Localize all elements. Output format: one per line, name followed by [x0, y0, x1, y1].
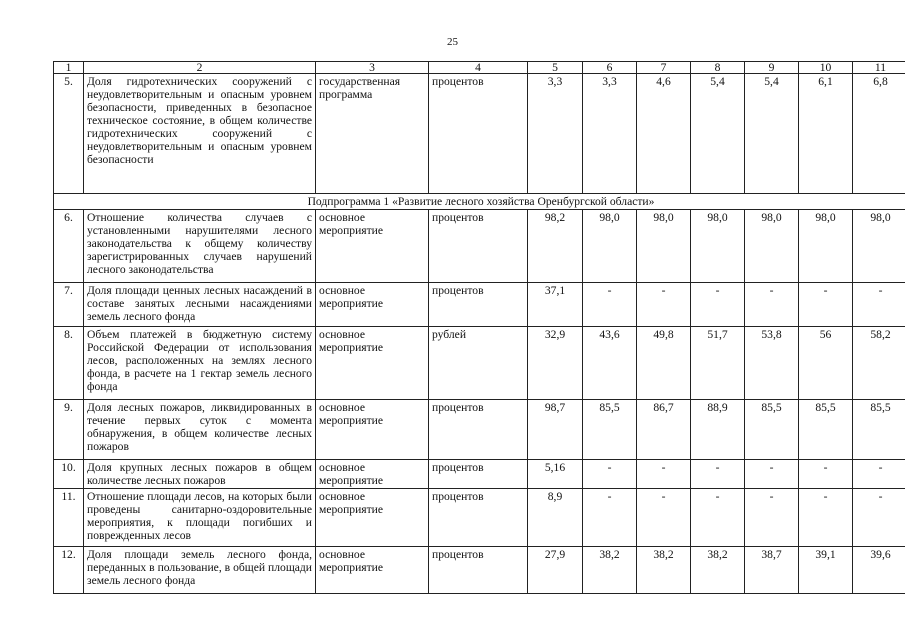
row-number: 7. — [54, 283, 84, 327]
unit-of-measure: процентов — [429, 547, 528, 594]
indicator-description: Доля лесных пожаров, ликвидированных в течение первых суток с момента обнаружения, в общем количестве лесных пожаров — [84, 400, 316, 460]
indicator-value: - — [853, 460, 905, 489]
indicator-row — [54, 489, 905, 547]
indicator-value: 49,8 — [637, 327, 691, 400]
indicator-type: основное мероприятие — [316, 547, 429, 594]
row-number: 11. — [54, 489, 84, 547]
unit-of-measure: процентов — [429, 460, 528, 489]
row-number: 8. — [54, 327, 84, 400]
indicator-value: 56 — [799, 327, 853, 400]
indicator-value: 39,1 — [799, 547, 853, 594]
indicator-value: - — [853, 489, 905, 547]
column-number-header-row — [54, 62, 905, 74]
indicator-value: 88,9 — [691, 400, 745, 460]
row-number: 12. — [54, 547, 84, 594]
indicator-value: 98,0 — [745, 210, 799, 283]
indicators-table — [53, 61, 905, 594]
indicator-row — [54, 460, 905, 489]
indicator-description: Доля площади ценных лесных насаждений в составе занятых лесными насаждениями земель лесного фонда — [84, 283, 316, 327]
indicator-value: - — [745, 489, 799, 547]
indicator-value: - — [583, 460, 637, 489]
indicator-value: 38,2 — [583, 547, 637, 594]
indicator-value: 39,6 — [853, 547, 905, 594]
indicator-value: 27,9 — [528, 547, 583, 594]
indicator-value: 58,2 — [853, 327, 905, 400]
row-number: 5. — [54, 74, 84, 194]
indicator-value: - — [691, 283, 745, 327]
indicator-value: - — [799, 489, 853, 547]
indicator-row — [54, 210, 905, 283]
indicator-value: 4,6 — [637, 74, 691, 194]
indicator-value: - — [637, 489, 691, 547]
indicator-value: 43,6 — [583, 327, 637, 400]
column-number: 11 — [853, 62, 905, 74]
indicator-type: государственная программа — [316, 74, 429, 194]
indicator-value: 8,9 — [528, 489, 583, 547]
indicator-description: Отношение количества случаев с установленными нарушителями лесного законодательства к общему количеству зарегистрированных случаев нарушений лесного законодательства — [84, 210, 316, 283]
indicator-description: Доля гидротехнических сооружений с неудовлетворительным и опасным уровнем безопасности, приведенных в безопасное техническое состояние, в общем количестве гидротехнических сооружений с неудовлетворительным и опасным уровнем безопасности — [84, 74, 316, 194]
indicator-value: - — [799, 283, 853, 327]
indicator-row — [54, 400, 905, 460]
indicator-value: - — [745, 283, 799, 327]
indicator-value: 6,8 — [853, 74, 905, 194]
column-number: 6 — [583, 62, 637, 74]
indicator-value: - — [637, 283, 691, 327]
column-number: 2 — [84, 62, 316, 74]
table-body — [54, 62, 905, 594]
indicator-value: 32,9 — [528, 327, 583, 400]
unit-of-measure: процентов — [429, 489, 528, 547]
row-number: 9. — [54, 400, 84, 460]
indicator-row — [54, 283, 905, 327]
column-number: 5 — [528, 62, 583, 74]
indicator-description: Доля площади земель лесного фонда, переданных в пользование, в общей площади земель лесного фонда — [84, 547, 316, 594]
indicator-value: 51,7 — [691, 327, 745, 400]
unit-of-measure: процентов — [429, 400, 528, 460]
column-number: 1 — [54, 62, 84, 74]
indicator-value: 98,0 — [637, 210, 691, 283]
indicator-value: 98,7 — [528, 400, 583, 460]
unit-of-measure: рублей — [429, 327, 528, 400]
unit-of-measure: процентов — [429, 283, 528, 327]
indicator-row — [54, 74, 905, 194]
column-number: 10 — [799, 62, 853, 74]
indicator-value: - — [799, 460, 853, 489]
indicator-value: 5,4 — [691, 74, 745, 194]
indicator-value: - — [583, 283, 637, 327]
page-number: 25 — [447, 36, 458, 48]
row-number: 6. — [54, 210, 84, 283]
column-number: 3 — [316, 62, 429, 74]
indicator-value: 98,0 — [853, 210, 905, 283]
subprogram-title: Подпрограмма 1 «Развитие лесного хозяйства Оренбургской области» — [54, 194, 905, 210]
row-number: 10. — [54, 460, 84, 489]
indicator-row — [54, 547, 905, 594]
column-number: 9 — [745, 62, 799, 74]
indicator-description: Отношение площади лесов, на которых были проведены санитарно-оздоровительные мероприятия, к площади погибших и поврежденных лесов — [84, 489, 316, 547]
indicator-value: 85,5 — [745, 400, 799, 460]
indicator-value: - — [583, 489, 637, 547]
indicator-value: 98,0 — [583, 210, 637, 283]
indicator-value: - — [691, 460, 745, 489]
indicator-value: 85,5 — [799, 400, 853, 460]
indicator-description: Доля крупных лесных пожаров в общем количестве лесных пожаров — [84, 460, 316, 489]
indicator-value: 37,1 — [528, 283, 583, 327]
indicator-value: 38,7 — [745, 547, 799, 594]
indicator-value: 3,3 — [583, 74, 637, 194]
indicator-value: 98,2 — [528, 210, 583, 283]
indicator-value: 53,8 — [745, 327, 799, 400]
column-number: 4 — [429, 62, 528, 74]
indicator-value: 6,1 — [799, 74, 853, 194]
indicator-type: основное мероприятие — [316, 327, 429, 400]
indicator-value: - — [853, 283, 905, 327]
indicator-value: 98,0 — [799, 210, 853, 283]
indicator-type: основное мероприятие — [316, 283, 429, 327]
indicator-type: основное мероприятие — [316, 460, 429, 489]
indicator-type: основное мероприятие — [316, 400, 429, 460]
indicator-value: 5,4 — [745, 74, 799, 194]
indicator-value: - — [745, 460, 799, 489]
indicator-value: 38,2 — [691, 547, 745, 594]
indicator-row — [54, 327, 905, 400]
indicator-value: 86,7 — [637, 400, 691, 460]
unit-of-measure: процентов — [429, 74, 528, 194]
column-number: 7 — [637, 62, 691, 74]
indicator-description: Объем платежей в бюджетную систему Российской Федерации от использования лесов, расположенных на землях лесного фонда, в расчете на 1 гектар земель лесного фонда — [84, 327, 316, 400]
indicator-value: 38,2 — [637, 547, 691, 594]
indicator-value: 3,3 — [528, 74, 583, 194]
column-number: 8 — [691, 62, 745, 74]
unit-of-measure: процентов — [429, 210, 528, 283]
indicator-value: 5,16 — [528, 460, 583, 489]
indicator-type: основное мероприятие — [316, 489, 429, 547]
indicator-value: 98,0 — [691, 210, 745, 283]
indicator-value: 85,5 — [853, 400, 905, 460]
indicator-type: основное мероприятие — [316, 210, 429, 283]
indicator-value: - — [637, 460, 691, 489]
subprogram-header-row — [54, 194, 905, 210]
indicator-value: - — [691, 489, 745, 547]
indicator-value: 85,5 — [583, 400, 637, 460]
